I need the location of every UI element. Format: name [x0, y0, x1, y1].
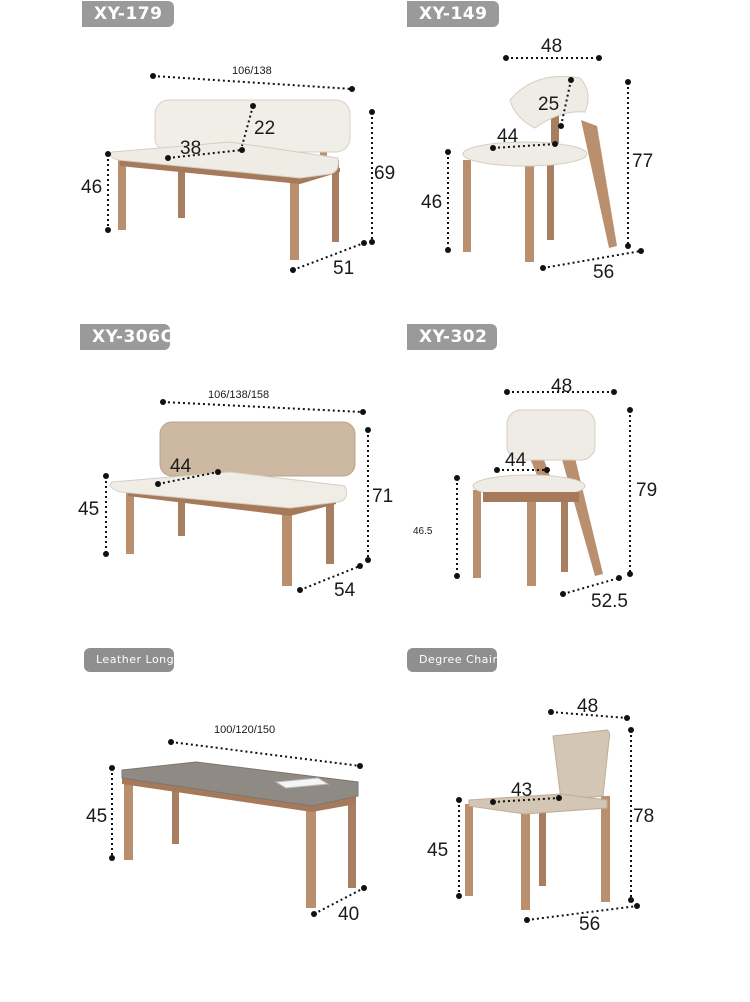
width-label: 48: [577, 696, 599, 717]
height-label: 77: [632, 151, 654, 172]
depth-label: 54: [334, 580, 356, 601]
chair-illustration: [375, 644, 750, 984]
bench-illustration: [0, 644, 375, 984]
seat-depth-label: 44: [497, 126, 519, 147]
width-label: 48: [551, 376, 573, 397]
height-label: 69: [374, 163, 396, 184]
product-degree-chair: [375, 644, 750, 984]
width-label: 106/138/158: [208, 389, 270, 401]
width-label: 100/120/150: [214, 724, 276, 736]
bench-illustration: [0, 322, 394, 642]
height-label: 45: [86, 806, 108, 827]
model-badge: XY-306C: [80, 324, 170, 350]
width-label: 106/138: [232, 65, 272, 77]
model-badge: Degree Chair: [407, 648, 497, 672]
product-xy-179: [0, 0, 396, 320]
model-badge: Leather Long B: [84, 648, 174, 672]
seat-height-label: 46: [81, 177, 103, 198]
width-label: 48: [541, 36, 563, 57]
seat-depth-label: 44: [505, 450, 527, 471]
seat-depth-label: 43: [511, 780, 533, 801]
depth-label: 56: [579, 914, 601, 935]
seat-height-label: 45: [427, 840, 449, 861]
model-badge: XY-302: [407, 324, 497, 350]
height-label: 79: [636, 480, 658, 501]
product-leather-long-bench: [0, 644, 375, 984]
seat-depth-label: 44: [170, 456, 192, 477]
bench-illustration: [0, 0, 396, 320]
product-xy-149: [375, 0, 750, 320]
back-height-label: 25: [538, 94, 560, 115]
height-label: 78: [633, 806, 655, 827]
product-xy-306c: [0, 322, 394, 642]
chair-illustration: [375, 322, 750, 642]
seat-height-label: 46.5: [413, 526, 433, 537]
seat-depth-label: 38: [180, 138, 202, 159]
depth-label: 52.5: [591, 591, 628, 612]
depth-label: 51: [333, 258, 355, 279]
back-height-label: 22: [254, 118, 276, 139]
depth-label: 40: [338, 904, 360, 925]
seat-height-label: 45: [78, 499, 100, 520]
model-badge: XY-179: [82, 1, 174, 27]
model-badge: XY-149: [407, 1, 499, 27]
seat-height-label: 46: [421, 192, 443, 213]
product-xy-302: [375, 322, 750, 642]
depth-label: 56: [593, 262, 615, 283]
height-label: 71: [372, 486, 394, 507]
chair-illustration: [375, 0, 750, 320]
